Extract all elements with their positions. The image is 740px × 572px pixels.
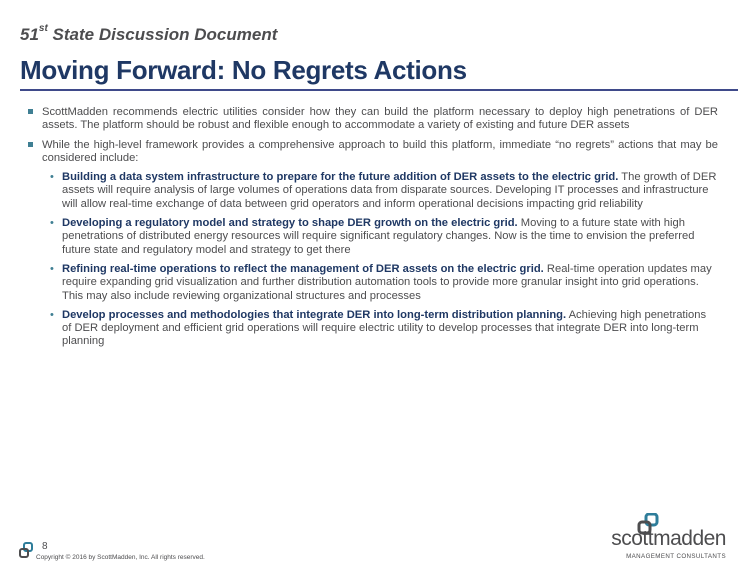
brand-tagline: MANAGEMENT CONSULTANTS <box>626 553 726 560</box>
brand-name: scottmadden <box>611 527 726 550</box>
slide-body <box>28 106 718 355</box>
page-number: 8 <box>42 541 48 552</box>
copyright-text: Copyright © 2016 by ScottMadden, Inc. All rights reserved. <box>36 554 205 561</box>
bullet-item: While the high-level framework provides a comprehensive approach to build this platform, immediate “no regrets” actions that may be considered include: <box>28 139 718 166</box>
footer-logo-icon <box>18 542 36 560</box>
sub-bullet-item: • Building a data system infrastructure to prepare for the future addition of DER assets to the electric grid. The growth of DER assets will require analysis of large volumes of operations data from disparate sources. Developing IT processes and infrastructure will allow real-time exchange of data between grid operators and inform operational decisions impacting grid reliability <box>50 171 717 210</box>
document-subtitle: 51st State Discussion Document <box>20 23 278 44</box>
dot-bullet-icon: • <box>50 217 54 230</box>
bullet-item: ScottMadden recommends electric utilities consider how they can build the platform necessary to deploy high penetrations of DER assets. The platform should be robust and flexible enough to accommodate a variety of existing and future DER assets <box>28 106 718 133</box>
dot-bullet-icon: • <box>50 262 54 275</box>
square-bullet-icon <box>28 109 33 114</box>
square-bullet-icon <box>28 142 33 147</box>
page-title: Moving Forward: No Regrets Actions <box>20 55 467 85</box>
sub-bullet-item: • Develop processes and methodologies that integrate DER into long-term distribution planning. Achieving high penetrations of DER deployment and efficient grid operations will require electric utility to develop processes that integrate DER into long-term planning <box>50 308 707 348</box>
title-divider <box>20 89 738 91</box>
dot-bullet-icon: • <box>50 171 54 184</box>
sub-bullet-item: • Developing a regulatory model and strategy to shape DER growth on the electric grid. Moving to a future state with high penetrations of distributed energy resources will require significant regulatory changes. Now is the time to envision the preferred future state and regulatory model and strategy to get there <box>50 217 695 256</box>
dot-bullet-icon: • <box>50 308 54 321</box>
sub-bullet-item: • Refining real-time operations to reflect the management of DER assets on the electric grid. Real-time operation updates may require expanding grid visualization and further distribution automation tools to provide more granular insight into grid operations. This may also include reviewing organizational structures and processes <box>50 262 712 302</box>
ordinal-superscript: st <box>38 23 48 34</box>
